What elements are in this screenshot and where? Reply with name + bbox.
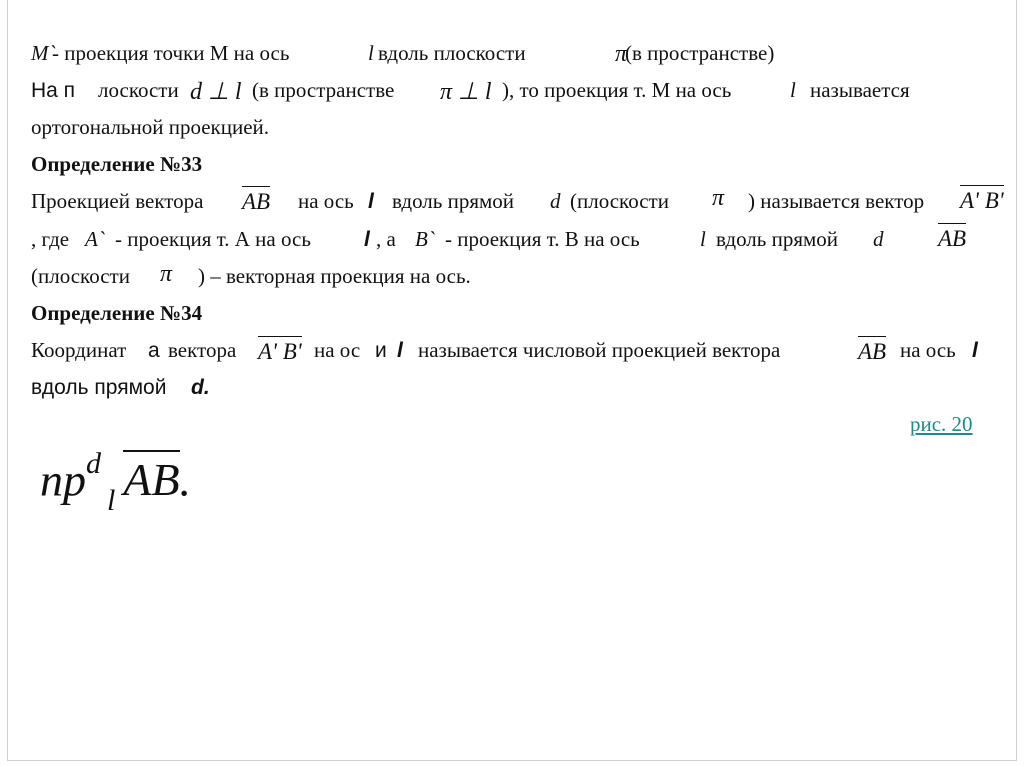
l-symbol: l [364,228,370,251]
line9-text-c: на ос [314,338,361,362]
line7-text-b: ) – векторная проекция на ось. [198,264,471,288]
l-symbol: l [397,339,403,362]
line1-text-c: (в пространстве) [625,41,775,65]
line6-text-b: - проекция т. А на ось [115,227,311,251]
pi-symbol: π [615,41,628,67]
d-symbol: d [550,189,561,213]
pi-symbol: π [712,185,725,211]
line2-text-a: лоскости [98,78,179,102]
line9-text-b: вектора [168,338,237,362]
line2-text-b: (в пространстве [252,78,395,102]
vector-a-prime-b-prime: A' B' [258,336,302,363]
d-symbol: d [873,227,884,251]
b-prime-symbol: B` [415,227,435,251]
l-symbol: l [790,78,796,102]
formula-subscript-l: l [107,483,116,517]
formula-period: . [179,454,192,506]
line2-na: На п [31,79,76,102]
a-prime-symbol: A` [85,227,105,251]
l-symbol: l [368,190,374,213]
projection-formula [40,447,192,517]
line6-text-e: вдоль прямой [716,227,839,251]
line5-text-e: ) называется вектор [748,189,925,213]
m-prime-symbol: M` [31,41,56,65]
l-symbol: l [368,41,374,65]
line5-text-d: (плоскости [570,189,669,213]
line1-text-b: вдоль плоскости [378,41,526,65]
line6-text-d: - проекция т. В на ось [445,227,640,251]
line6-text-c: , а [376,227,396,251]
line9-text-a: Координат [31,338,127,362]
line5-text-b: на ось [298,189,354,213]
pi-symbol: π [160,261,173,287]
line9-text-d: называется числовой проекцией вектора [418,338,781,362]
line5-text-c: вдоль прямой [392,189,515,213]
l-symbol: l [700,227,706,251]
line6-text-a: , где [31,227,70,251]
formula-np: np [40,454,86,506]
formula-superscript-d: d [86,447,101,480]
definition-34-title: Определение №34 [31,301,203,325]
line5-text-a: Проекцией вектора [31,189,204,213]
d-symbol: d. [191,376,210,399]
formula-vector-ab: AB [123,450,179,505]
line2-text-c: ), то проекция т. М на ось [502,78,732,102]
definition-33-title: Определение №33 [31,152,203,176]
line3-text: ортогональной проекцией. [31,115,270,139]
vector-a-prime-b-prime: A' B' [960,185,1004,212]
line1-text-a: - проекция точки М на ось [52,41,290,65]
line9-text-c2: и [375,339,387,362]
line9-text-a2: а [148,339,160,362]
figure-20-link[interactable]: рис. 20 [910,412,973,436]
pi-perp-l: π ⊥ l [440,79,492,105]
vector-ab: AB [938,223,966,250]
line7-text-a: (плоскости [31,264,130,288]
vector-ab: AB [242,186,270,213]
line10-text: вдоль прямой [31,376,167,399]
line9-text-e: на ось [900,338,956,362]
line2-text-d: называется [810,78,910,102]
l-symbol: l [972,339,978,362]
d-perp-l: d ⊥ l [190,79,242,105]
vector-ab: AB [858,336,886,363]
